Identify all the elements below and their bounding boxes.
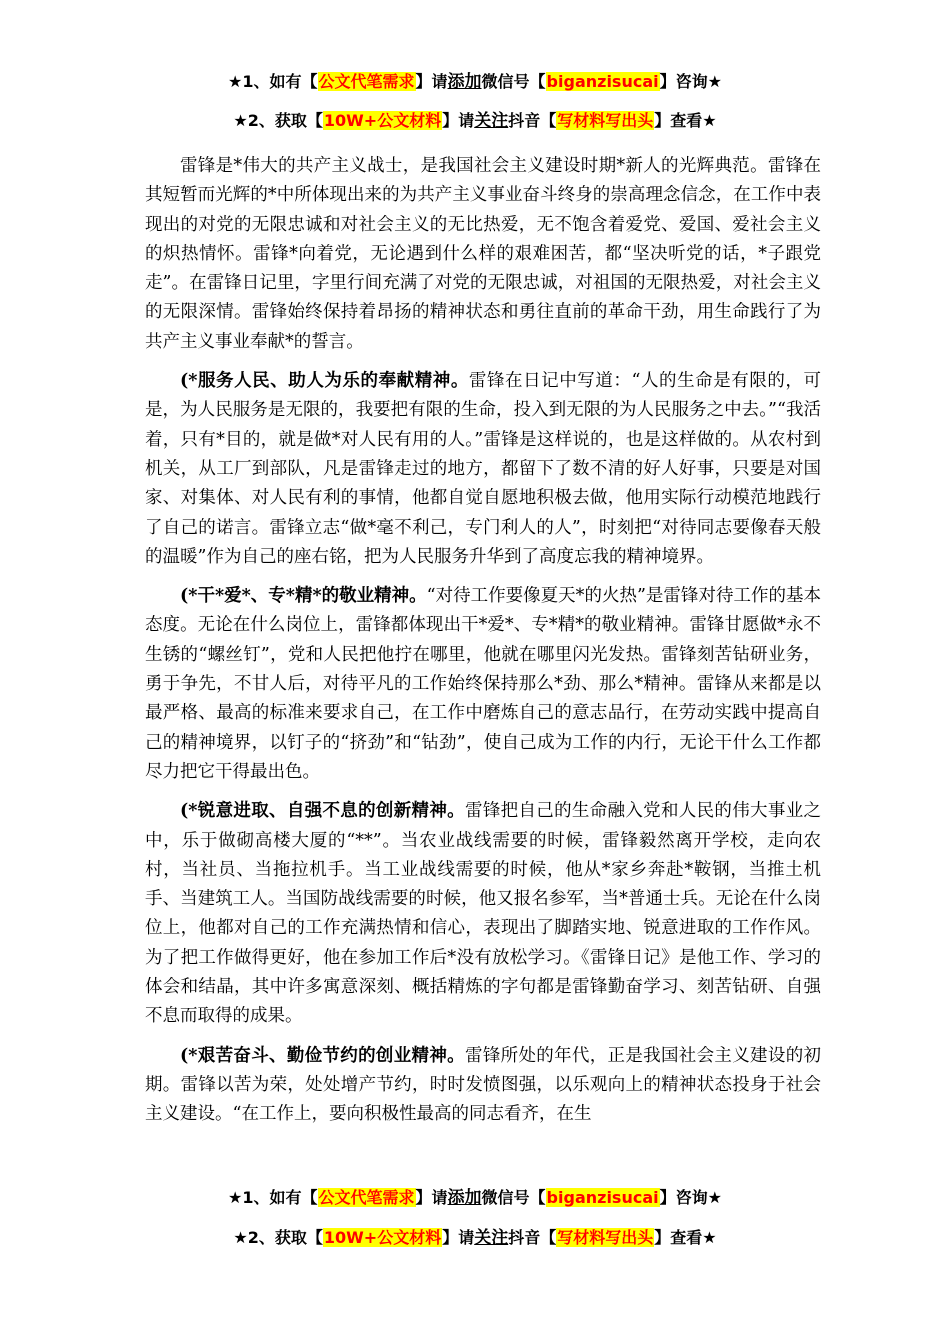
paragraph-lead: (*服务人民、助人为乐的奉献精神。	[180, 371, 469, 392]
banner-douyin-id: 写材料写出头	[557, 1228, 654, 1247]
bottom-banner-line-1	[0, 1187, 950, 1209]
paragraph-hard-work	[145, 1042, 821, 1130]
banner-text: 】查看★	[654, 111, 717, 130]
document-body	[145, 152, 821, 1140]
banner-text: 】咨询★	[659, 1188, 722, 1207]
banner-underline: 关注	[474, 111, 509, 131]
paragraph-lead: (*锐意进取、自强不息的创新精神。	[180, 801, 465, 822]
paragraph-text: 雷锋所处的年代，正是我国社会主义建设的初期。雷锋以苦为荣，处处增产节约，时时发愤图强，以乐观向上的精神状态投身于社会主义建设。“在工作上，要向积极性最高的同志看齐，在生	[145, 1045, 822, 1125]
banner-wechat-id: biganzisucai	[546, 1188, 659, 1207]
banner-highlight: 公文代笔需求	[318, 1188, 415, 1207]
paragraph-dedication	[145, 367, 821, 572]
banner-douyin-id: 写材料写出头	[557, 111, 654, 130]
banner-highlight: 公文代笔需求	[318, 72, 415, 91]
banner-text: ★2、获取【	[233, 111, 323, 130]
paragraph-intro	[145, 152, 821, 357]
banner-text: 抖音【	[508, 111, 557, 130]
banner-wechat-id: biganzisucai	[546, 72, 659, 91]
banner-underline: 关注	[474, 1228, 509, 1248]
banner-text: 抖音【	[508, 1228, 557, 1247]
banner-underline: 添加	[447, 1188, 482, 1208]
paragraph-text: 雷锋是*伟大的共产主义战士，是我国社会主义建设时期*新人的光辉典范。雷锋在其短暂而光辉的*中所体现出来的为共产主义事业奋斗终身的崇高理念信念，在工作中表现出的对党的无限忠诚和对社会主义的无比热爱，无不饱含着爱党、爱国、爱社会主义的炽热情怀。雷锋*向着党，无论遇到什么样的艰难困苦，都“坚决听党的话，*子跟党走”。在雷锋日记里，字里行间充满了对党的无限忠诚，对祖国的无限热爱，对社会主义的无限深情。雷锋始终保持着昂扬的精神状态和勇往直前的革命干劲，用生命践行了为共产主义事业奉献*的誓言。	[145, 156, 821, 352]
paragraph-lead: (*艰苦奋斗、勤俭节约的创业精神。	[180, 1045, 465, 1066]
banner-text: 】请	[415, 72, 448, 91]
bottom-banner-line-2	[0, 1227, 950, 1249]
banner-text: ★1、如有【	[228, 1188, 318, 1207]
banner-text: 微信号【	[481, 1188, 546, 1207]
banner-highlight: 10W+公文材料	[323, 1228, 442, 1247]
paragraph-text: “对待工作要像夏天*的火热”是雷锋对待工作的基本态度。无论在什么岗位上，雷锋都体现出干*爱*、专*精*的敬业精神。雷锋甘愿做*永不生锈的“螺丝钉”，党和人民把他拧在哪里，他就在哪里闪光发热。雷锋刻苦钻研业务，勇于争先，不甘人后，对待平凡的工作始终保持那么*劲、那么*精神。雷锋从来都是以最严格、最高的标准来要求自己，在工作中磨炼自己的意志品行，在劳动实践中提高自己的精神境界，以钉子的“挤劲”和“钻劲”，使自己成为工作的内行，无论干什么工作都尽力把它干得最出色。	[145, 586, 821, 782]
banner-text: 】查看★	[654, 1228, 717, 1247]
paragraph-text: 雷锋把自己的生命融入党和人民的伟大事业之中，乐于做砌高楼大厦的“**”。当农业战线需要的时候，雷锋毅然离开学校，走向农村，当社员、当拖拉机手。当工业战线需要的时候，他从*家乡奔赴*鞍钢，当推土机手、当建筑工人。当国防战线需要的时候，他又报名参军，当*普通士兵。无论在什么岗位上，他都对自己的工作充满热情和信心，表现出了脚踏实地、锐意进取的工作作风。为了把工作做得更好，他在参加工作后*没有放松学习。《雷锋日记》是他工作、学习的体会和结晶，其中许多寓意深刻、概括精炼的字句都是雷锋勤奋学习、刻苦钻研、自强不息而取得的成果。	[145, 801, 822, 1027]
top-banner-line-2	[0, 110, 950, 132]
paragraph-text: 雷锋在日记中写道：“人的生命是有限的，可是，为人民服务是无限的，我要把有限的生命，投入到无限的为人民服务之中去。”“我活着，只有*目的，就是做*对人民有用的人。”雷锋是这样说的，也是这样做的。从农村到机关，从工厂到部队，凡是雷锋走过的地方，都留下了数不清的好人好事，只要是对国家、对集体、对人民有利的事情，他都自觉自愿地积极去做，他用实际行动模范地践行了自己的诺言。雷锋立志“做*毫不利己，专门利人的人”，时刻把“对待同志要像春天般的温暖”作为自己的座右铭，把为人民服务升华到了高度忘我的精神境界。	[145, 371, 821, 567]
banner-text: ★2、获取【	[233, 1228, 323, 1247]
banner-text: ★1、如有【	[228, 72, 318, 91]
top-banner-line-1	[0, 71, 950, 93]
paragraph-professionalism	[145, 582, 821, 787]
banner-underline: 添加	[447, 72, 482, 92]
paragraph-innovation	[145, 797, 821, 1031]
paragraph-lead: (*干*爱*、专*精*的敬业精神。	[180, 586, 427, 607]
banner-text: 】咨询★	[659, 72, 722, 91]
banner-text: 】请	[442, 1228, 475, 1247]
banner-text: 】请	[415, 1188, 448, 1207]
banner-text: 微信号【	[481, 72, 546, 91]
banner-highlight: 10W+公文材料	[323, 111, 442, 130]
banner-text: 】请	[442, 111, 475, 130]
